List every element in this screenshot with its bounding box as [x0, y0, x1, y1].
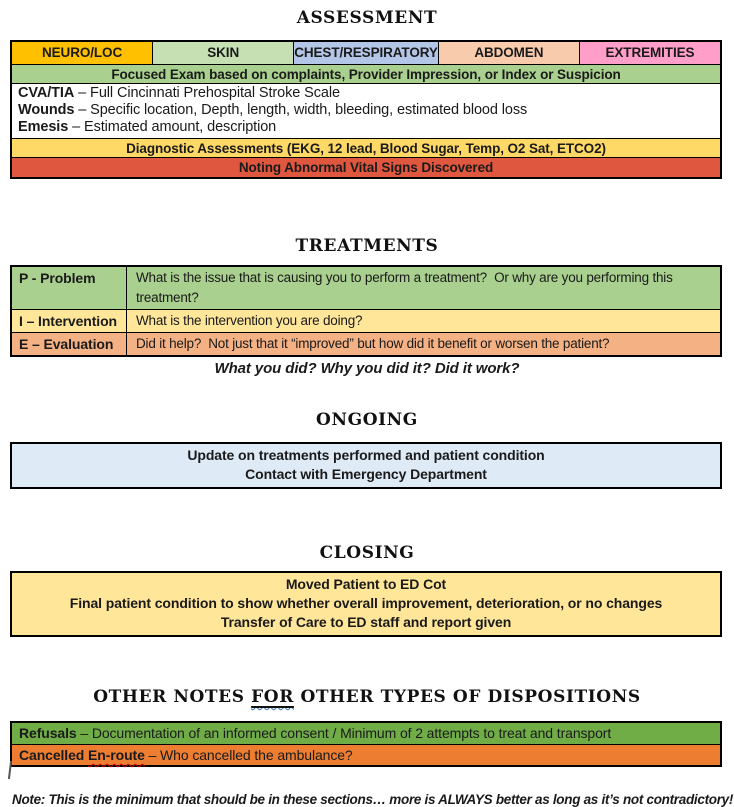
assessment-item-emesis [18, 119, 720, 136]
assessment-items [12, 83, 720, 138]
assessment-item-desc: – Estimated amount, description [68, 119, 277, 135]
treatments-row-desc: Did it help? Not just that it “improved” but how did it benefit or worsen the patient? [136, 336, 610, 351]
document-page [0, 8, 734, 807]
assessment-header-cell-skin: SKIN [152, 42, 293, 64]
cancelled-desc: – Who cancelled the ambulance? [144, 747, 353, 763]
assessment-header-cell-extremities: EXTREMITIES [579, 42, 720, 64]
other-notes-title-post: OTHER TYPES OF DISPOSITIONS [293, 687, 641, 707]
assessment-header-row [12, 42, 720, 64]
cancelled-term-flagged: En-route [88, 747, 145, 763]
treatments-row-desc: What is the intervention you are doing? [136, 313, 363, 328]
ongoing-box [10, 442, 722, 489]
refusals-term: Refusals [19, 725, 77, 741]
refusals-desc: – Documentation of an informed consent / Minimum of 2 attempts to treat and transport [76, 725, 612, 741]
treatments-row-label: I – Intervention [12, 310, 127, 332]
assessment-item-term: CVA/TIA [18, 85, 75, 101]
ongoing-title: ONGOING [316, 410, 418, 430]
refusals-row [12, 723, 720, 744]
treatments-row-problem [12, 267, 720, 309]
treatments-tagline: What you did? Why you did it? Did it work? [214, 360, 520, 377]
other-notes-title [0, 688, 734, 707]
closing-title: CLOSING [319, 543, 415, 563]
assessment-title: ASSESSMENT [296, 8, 438, 28]
ongoing-line: Contact with Emergency Department [245, 466, 487, 482]
assessment-item-term: Wounds [18, 102, 75, 118]
assessment-item-term: Emesis [18, 119, 69, 135]
assessment-item-wounds [18, 102, 720, 119]
treatments-row-intervention [12, 309, 720, 332]
other-notes-title-pre: OTHER NOTES [93, 687, 252, 707]
treatments-row-label: E – Evaluation [12, 333, 127, 355]
cancelled-enroute-row [12, 744, 720, 765]
treatments-title: TREATMENTS [295, 236, 439, 256]
treatments-row-label: P - Problem [12, 267, 127, 309]
treatments-table [10, 265, 722, 357]
cancelled-term: Cancelled [19, 747, 89, 763]
treatments-row-evaluation [12, 332, 720, 355]
assessment-item-cva-tia [18, 85, 720, 102]
grammar-underline [251, 687, 294, 707]
assessment-item-desc: – Full Cincinnati Prehospital Stroke Scale [74, 85, 340, 101]
text-cursor [8, 761, 12, 779]
closing-line: Transfer of Care to ED staff and report given [220, 614, 512, 630]
assessment-table [10, 40, 722, 179]
footnote: Note: This is the minimum that should be in these sections… more is ALWAYS better as long as it’s not contradictory! [12, 792, 734, 807]
closing-box [10, 571, 722, 637]
other-notes-table [10, 721, 722, 767]
assessment-header-cell-chest-respiratory: CHEST/RESPIRATORY [293, 42, 438, 64]
closing-line: Moved Patient to ED Cot [285, 576, 447, 592]
assessment-header-cell-abdomen: ABDOMEN [438, 42, 579, 64]
closing-line: Final patient condition to show whether overall improvement, deterioration, or no changes [69, 595, 663, 611]
treatments-row-desc: What is the issue that is causing you to perform a treatment? Or why are you performing this treatment? [136, 270, 677, 305]
diagnostic-assessments-row: Diagnostic Assessments (EKG, 12 lead, Blood Sugar, Temp, O2 Sat, ETCO2) [12, 138, 720, 157]
focused-exam-row: Focused Exam based on complaints, Provider Impression, or Index or Suspicion [12, 64, 720, 83]
assessment-header-cell-neuro-loc: NEURO/LOC [12, 42, 152, 64]
assessment-item-desc: – Specific location, Depth, length, width, bleeding, estimated blood loss [74, 102, 528, 118]
other-notes-title-for: FOR [251, 687, 294, 707]
ongoing-line: Update on treatments performed and patient condition [187, 447, 545, 463]
abnormal-vitals-row: Noting Abnormal Vital Signs Discovered [12, 157, 720, 177]
